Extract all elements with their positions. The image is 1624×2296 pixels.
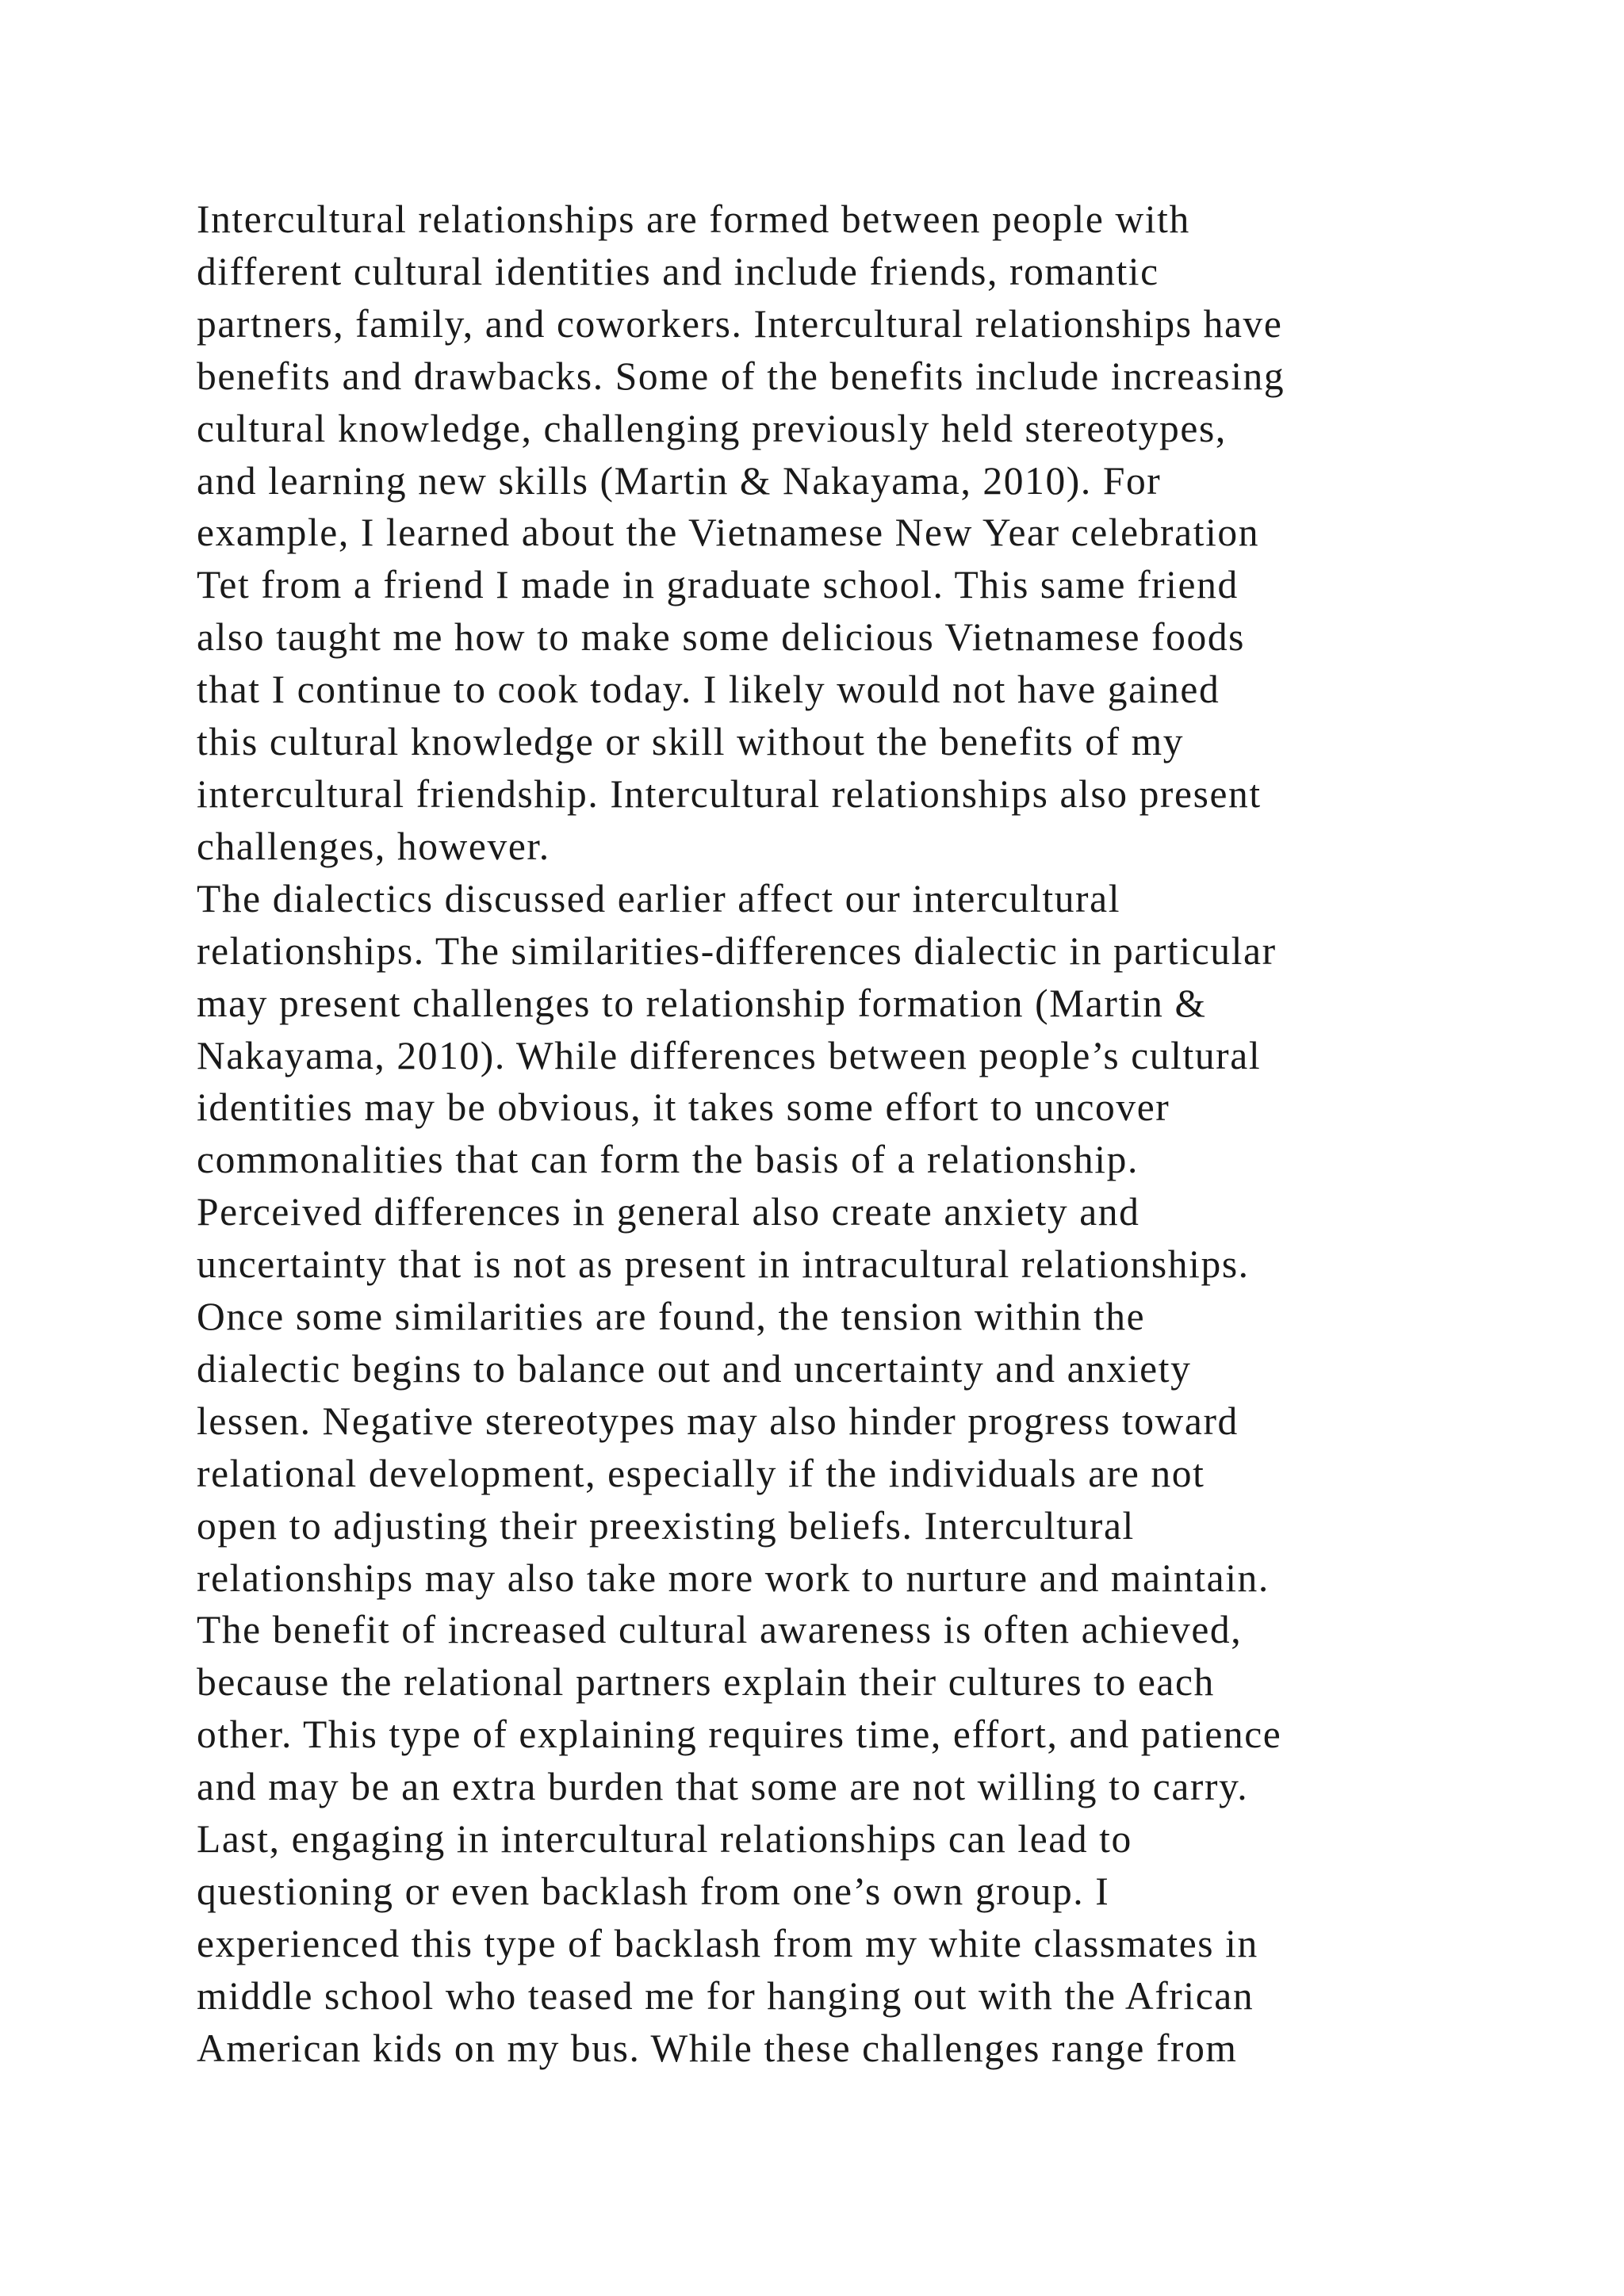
text-line: The dialectics discussed earlier affect our intercultural: [197, 876, 1121, 920]
text-line: Perceived differences in general also create anxiety and: [197, 1190, 1140, 1234]
body-text: [197, 193, 1529, 2075]
text-line: cultural knowledge, challenging previously held stereotypes,: [197, 406, 1227, 450]
text-line: dialectic begins to balance out and uncertainty and anxiety: [197, 1346, 1192, 1391]
text-line: that I continue to cook today. I likely would not have gained: [197, 668, 1220, 712]
text-line: intercultural friendship. Intercultural relationships also present: [197, 771, 1262, 816]
text-line: and learning new skills (Martin & Nakayama, 2010). For: [197, 458, 1162, 503]
text-line: other. This type of explaining requires time, effort, and patience: [197, 1712, 1282, 1757]
text-line: and may be an extra burden that some are not willing to carry.: [197, 1765, 1249, 1809]
text-line: middle school who teased me for hanging out with the African: [197, 1973, 1254, 2018]
text-line: Intercultural relationships are formed between people with: [197, 197, 1190, 241]
text-line: may present challenges to relationship formation (Martin &: [197, 981, 1207, 1025]
text-line: different cultural identities and include friends, romantic: [197, 249, 1159, 293]
text-line: Nakayama, 2010). While differences between people’s cultural: [197, 1033, 1262, 1077]
text-line: identities may be obvious, it takes some effort to uncover: [197, 1085, 1170, 1130]
text-line: Once some similarities are found, the tension within the: [197, 1295, 1146, 1339]
text-line: because the relational partners explain their cultures to each: [197, 1660, 1215, 1705]
text-line: also taught me how to make some delicious Vietnamese foods: [197, 615, 1246, 660]
text-line: challenges, however.: [197, 824, 550, 868]
text-line: questioning or even backlash from one’s own group. I: [197, 1869, 1110, 1913]
text-line: relationships may also take more work to nurture and maintain.: [197, 1556, 1270, 1600]
text-line: lessen. Negative stereotypes may also hinder progress toward: [197, 1399, 1239, 1443]
text-line: relationships. The similarities-differences dialectic in particular: [197, 928, 1277, 973]
text-line: example, I learned about the Vietnamese New Year celebration: [197, 511, 1260, 555]
text-line: Tet from a friend I made in graduate school. This same friend: [197, 563, 1239, 607]
text-line: uncertainty that is not as present in intracultural relationships.: [197, 1242, 1250, 1287]
text-line: partners, family, and coworkers. Intercultural relationships have: [197, 301, 1283, 346]
text-line: benefits and drawbacks. Some of the benefits include increasing: [197, 354, 1285, 398]
text-line: Last, engaging in intercultural relationships can lead to: [197, 1817, 1132, 1862]
text-line: open to adjusting their preexisting beliefs. Intercultural: [197, 1503, 1135, 1548]
text-line: American kids on my bus. While these challenges range from: [197, 2026, 1238, 2070]
text-line: The benefit of increased cultural awareness is often achieved,: [197, 1608, 1243, 1652]
text-line: experienced this type of backlash from my white classmates in: [197, 1921, 1258, 1965]
text-line: relational development, especially if the individuals are not: [197, 1451, 1205, 1495]
text-line: this cultural knowledge or skill without the benefits of my: [197, 720, 1185, 764]
text-line: commonalities that can form the basis of a relationship.: [197, 1138, 1139, 1182]
